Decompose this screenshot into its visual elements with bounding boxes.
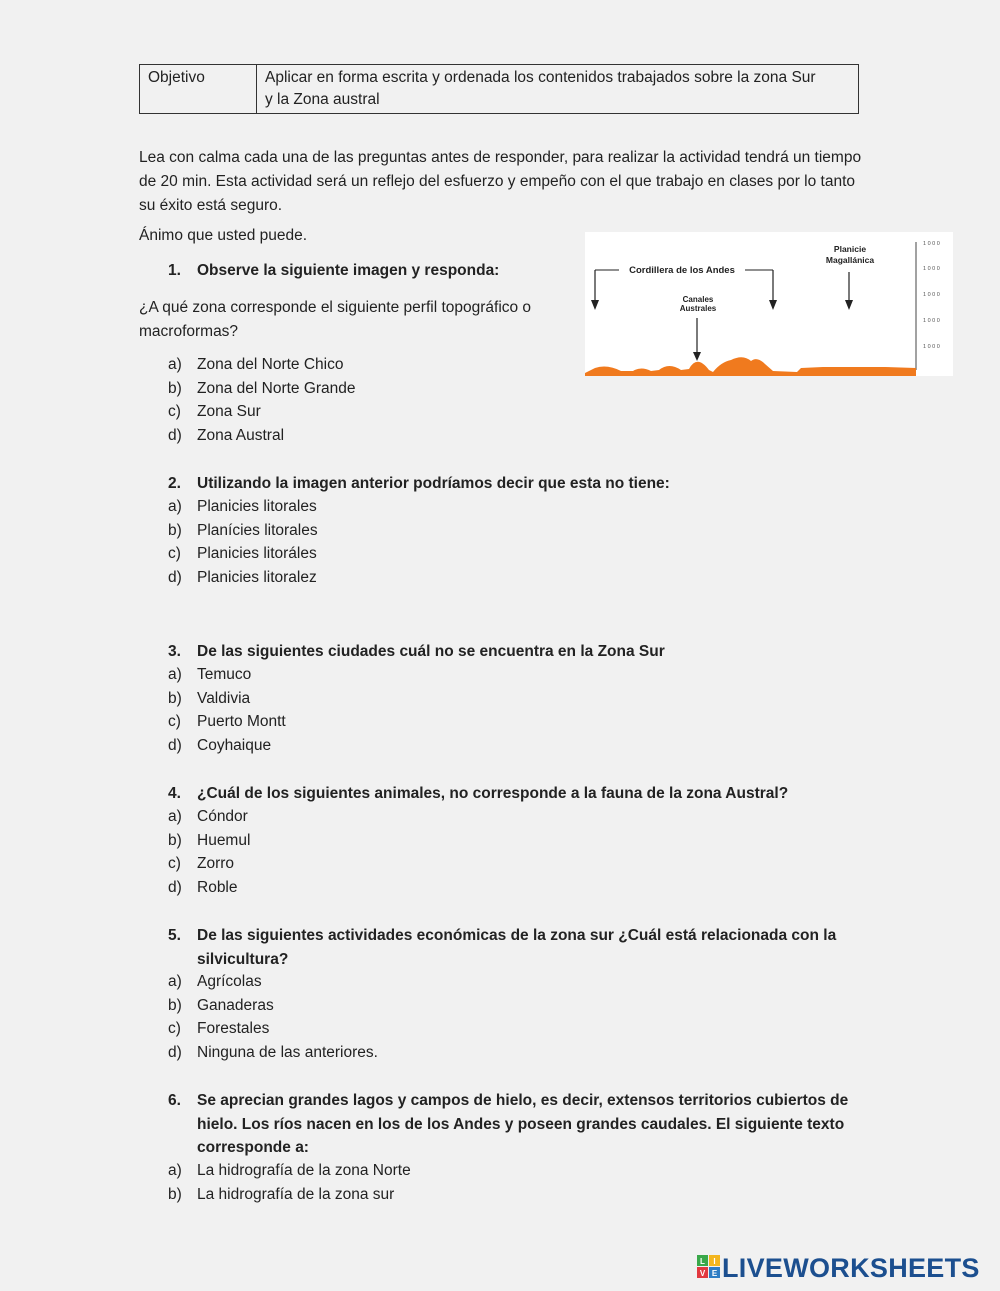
label-planicie-2: Magallánica xyxy=(825,255,875,265)
option-text: Zona del Norte Grande xyxy=(197,379,356,397)
option-item[interactable] xyxy=(168,876,250,900)
option-text: Huemul xyxy=(197,831,251,849)
option-letter: d) xyxy=(168,1043,182,1061)
option-item[interactable] xyxy=(168,542,318,566)
option-letter: b) xyxy=(168,1185,182,1203)
scale-label: 1 0 0 0 xyxy=(923,344,940,350)
scale-label: 1 0 0 0 xyxy=(923,241,940,247)
option-text: La hidrografía de la zona Norte xyxy=(197,1162,411,1179)
option-item[interactable] xyxy=(168,400,356,424)
option-letter: c) xyxy=(168,545,181,563)
objective-text-line1: Aplicar en forma escrita y ordenada los contenidos trabajados sobre la zona Sur xyxy=(265,69,816,86)
option-text: La hidrografía de la zona sur xyxy=(197,1185,395,1203)
objective-text-line2: y la Zona austral xyxy=(265,91,380,108)
option-letter: d) xyxy=(168,736,182,754)
option-item[interactable] xyxy=(168,805,250,829)
option-text: Agrícolas xyxy=(197,973,262,990)
option-letter: b) xyxy=(168,831,182,849)
option-letter: c) xyxy=(168,1020,181,1038)
option-letter: b) xyxy=(168,379,182,397)
question-5-number: 5. xyxy=(168,927,181,944)
option-text: Zona del Norte Chico xyxy=(197,356,344,373)
question-6-text xyxy=(197,1089,848,1160)
option-letter: b) xyxy=(168,521,182,539)
option-text: Zorro xyxy=(197,855,235,873)
option-item[interactable] xyxy=(168,1159,411,1183)
option-letter: a) xyxy=(168,1162,182,1179)
label-andes: Cordillera de los Andes xyxy=(629,265,735,276)
question-3-text: De las siguientes ciudades cuál no se encuentra en la Zona Sur xyxy=(197,643,665,660)
option-text: Ninguna de las anteriores. xyxy=(197,1043,378,1061)
encouragement-text: Ánimo que usted puede. xyxy=(139,227,308,244)
instructions-paragraph: Lea con calma cada una de las preguntas antes de responder, para realizar la actividad tendrá un tiempo de 20 min. Esta actividad será un reflejo del esfuerzo y empeño con el que trabajo en clases por lo tanto su éxito está seguro. xyxy=(139,149,862,214)
svg-text:V: V xyxy=(699,1269,706,1278)
option-item[interactable] xyxy=(168,852,250,876)
option-letter: a) xyxy=(168,498,182,515)
option-item[interactable] xyxy=(168,1017,378,1041)
option-item[interactable] xyxy=(168,1041,378,1065)
question-5-text-line1: De las siguientes actividades económicas de la zona sur ¿Cuál está relacionada con la xyxy=(197,927,837,944)
option-text: Planicies litoráles xyxy=(197,545,317,563)
option-letter: a) xyxy=(168,973,182,990)
question-2 xyxy=(168,472,670,496)
option-text: Planicies litorales xyxy=(197,498,317,515)
option-letter: d) xyxy=(168,878,182,896)
option-item[interactable] xyxy=(168,687,286,711)
option-letter: b) xyxy=(168,689,182,707)
liveworksheets-logo-icon xyxy=(697,1255,721,1284)
question-6-options xyxy=(168,1159,411,1206)
option-text: Zona Austral xyxy=(197,426,285,444)
objective-table xyxy=(139,64,859,114)
terrain-profile xyxy=(585,357,916,376)
option-item[interactable] xyxy=(168,377,356,401)
label-planicie-1: Planicie xyxy=(833,244,867,254)
question-4-text: ¿Cuál de los siguientes animales, no corresponde a la fauna de la zona Austral? xyxy=(197,785,789,802)
question-1-subtext: ¿A qué zona corresponde el siguiente perfil topográfico o macroformas? xyxy=(139,299,532,340)
scale-label: 1 0 0 0 xyxy=(923,292,940,298)
andes-arrow-left-icon xyxy=(591,300,599,310)
question-4-options xyxy=(168,805,250,899)
question-6-text-line3: corresponde a: xyxy=(197,1139,309,1156)
question-3-options xyxy=(168,663,286,757)
question-5-text-line2: silvicultura? xyxy=(197,950,289,968)
option-text: Puerto Montt xyxy=(197,713,286,731)
andes-arrow-right-icon xyxy=(769,300,777,310)
question-1-options xyxy=(168,353,356,447)
option-text: Forestales xyxy=(197,1020,270,1038)
option-text: Planicies litoralez xyxy=(197,568,317,586)
question-4-number: 4. xyxy=(168,785,181,802)
question-3 xyxy=(168,640,665,664)
option-text: Ganaderas xyxy=(197,996,274,1014)
option-item[interactable] xyxy=(168,424,356,448)
scale-label: 1 0 0 0 xyxy=(923,266,940,272)
option-item[interactable] xyxy=(168,353,356,377)
objective-text xyxy=(257,65,859,114)
liveworksheets-brand-text[interactable]: LIVEWORKSHEETS xyxy=(722,1253,980,1283)
question-2-number: 2. xyxy=(168,475,181,492)
label-canales-1: Canales xyxy=(682,295,714,304)
question-2-options xyxy=(168,495,318,589)
option-letter: b) xyxy=(168,996,182,1014)
svg-text:L: L xyxy=(700,1257,705,1266)
question-5-text xyxy=(197,924,836,971)
option-item[interactable] xyxy=(168,495,318,519)
question-6 xyxy=(168,1089,848,1160)
label-canales-2: Australes xyxy=(679,304,717,313)
question-5 xyxy=(168,924,836,971)
option-item[interactable] xyxy=(168,994,378,1018)
svg-text:E: E xyxy=(711,1269,718,1278)
option-item[interactable] xyxy=(168,710,286,734)
objective-label: Objetivo xyxy=(140,65,257,114)
planicie-arrow-icon xyxy=(845,300,853,310)
option-letter: d) xyxy=(168,426,182,444)
canales-arrow-icon xyxy=(693,352,701,361)
option-item[interactable] xyxy=(168,1183,411,1207)
option-text: Planícies litorales xyxy=(197,521,318,539)
option-letter: a) xyxy=(168,356,182,373)
option-text: Coyhaique xyxy=(197,736,272,754)
option-letter: d) xyxy=(168,568,182,586)
option-item[interactable] xyxy=(168,829,250,853)
option-letter: c) xyxy=(168,713,181,731)
question-3-number: 3. xyxy=(168,643,181,660)
scale-label: 1 0 0 0 xyxy=(923,318,940,324)
option-item[interactable] xyxy=(168,663,286,687)
option-letter: c) xyxy=(168,855,181,873)
option-item[interactable] xyxy=(168,734,286,758)
question-4 xyxy=(168,782,788,806)
option-text: Cóndor xyxy=(197,808,248,825)
profile-svg xyxy=(585,232,953,376)
question-1 xyxy=(168,259,499,283)
option-letter: a) xyxy=(168,666,182,683)
question-6-number: 6. xyxy=(168,1092,181,1109)
svg-text:I: I xyxy=(713,1257,716,1266)
option-text: Zona Sur xyxy=(197,403,261,421)
option-text: Temuco xyxy=(197,666,252,683)
option-item[interactable] xyxy=(168,566,318,590)
question-6-text-line1: Se aprecian grandes lagos y campos de hielo, es decir, extensos territorios cubiertos de xyxy=(197,1092,849,1109)
question-5-options xyxy=(168,970,378,1064)
option-text: Valdivia xyxy=(197,689,251,707)
topographic-profile-figure xyxy=(585,232,953,376)
question-6-text-line2: hielo. Los ríos nacen en los de los Andes y poseen grandes caudales. El siguiente texto xyxy=(197,1115,845,1133)
option-letter: a) xyxy=(168,808,182,825)
option-item[interactable] xyxy=(168,970,378,994)
option-letter: c) xyxy=(168,403,181,421)
question-1-number: 1. xyxy=(168,262,181,279)
option-text: Roble xyxy=(197,878,238,896)
question-1-text: Observe la siguiente imagen y responda: xyxy=(197,262,500,279)
question-2-text: Utilizando la imagen anterior podríamos decir que esta no tiene: xyxy=(197,475,670,492)
option-item[interactable] xyxy=(168,519,318,543)
